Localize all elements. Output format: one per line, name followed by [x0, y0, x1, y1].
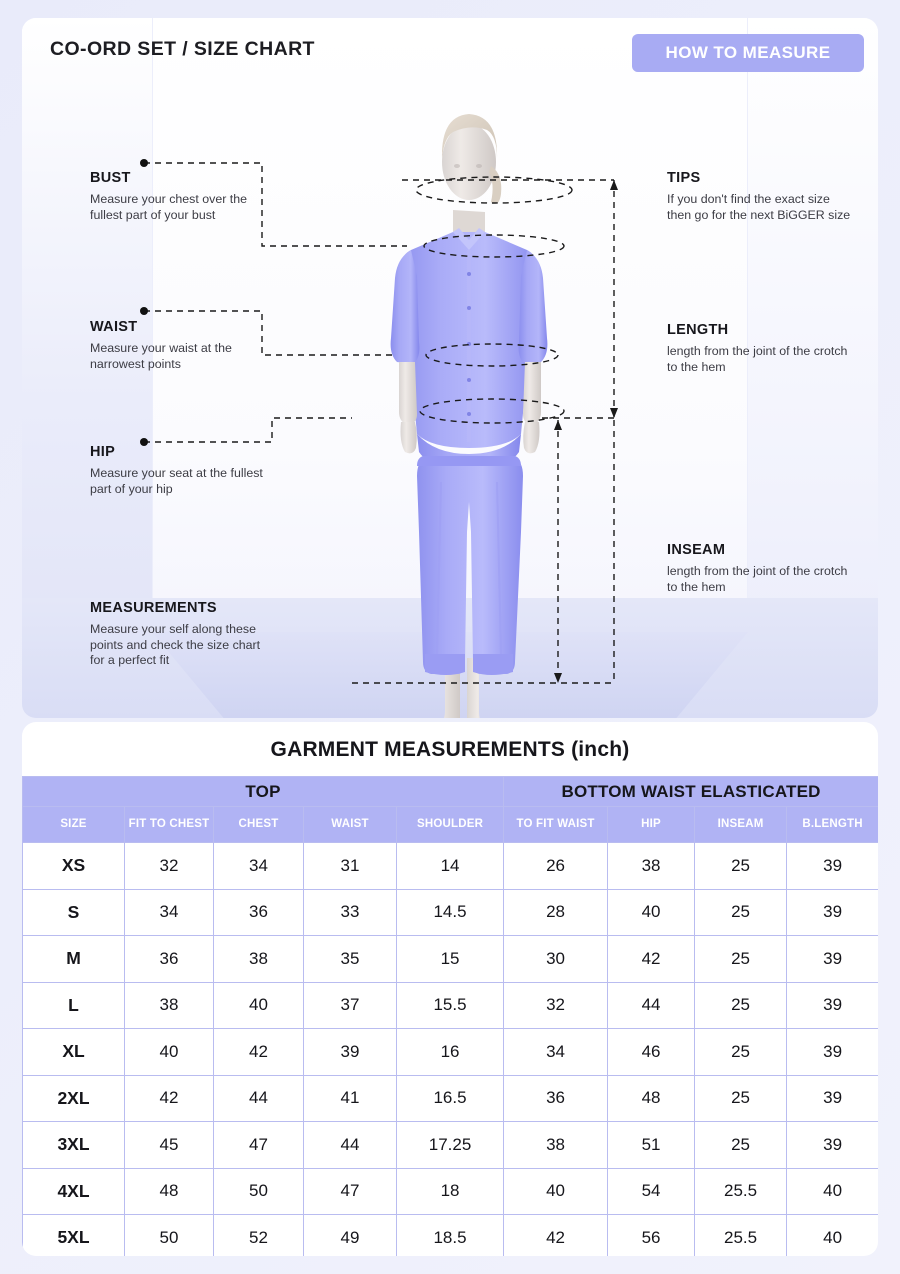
label-waist-text: Measure your waist at the narrowest points [90, 341, 232, 371]
cell-b-length: 39 [787, 889, 878, 936]
cell-waist: 47 [304, 1168, 397, 1215]
label-length [667, 322, 853, 375]
cell-chest: 52 [214, 1215, 304, 1257]
label-tips [667, 170, 853, 223]
page-title: CO-ORD SET / SIZE CHART [50, 38, 315, 60]
cell-size: L [23, 982, 125, 1029]
cell-to-fit-waist: 40 [504, 1168, 608, 1215]
cell-size: XS [23, 843, 125, 890]
column-header-to-fit-waist: TO FIT WAIST [504, 807, 608, 843]
column-header-size: SIZE [23, 807, 125, 843]
bust-anchor-dot [140, 159, 148, 167]
label-bust-text: Measure your chest over the fullest part of your bust [90, 192, 248, 222]
cell-chest: 42 [214, 1029, 304, 1076]
cell-b-length: 40 [787, 1168, 878, 1215]
cell-b-length: 39 [787, 1122, 878, 1169]
label-bust [90, 170, 268, 223]
cell-chest: 34 [214, 843, 304, 890]
cell-chest: 38 [214, 936, 304, 983]
cell-to-fit-waist: 34 [504, 1029, 608, 1076]
cell-shoulder: 18.5 [397, 1215, 504, 1257]
cell-waist: 41 [304, 1075, 397, 1122]
cell-to-fit-waist: 36 [504, 1075, 608, 1122]
cell-hip: 38 [608, 843, 695, 890]
cell-hip: 42 [608, 936, 695, 983]
group-header-bottom: BOTTOM WAIST ELASTICATED [504, 777, 878, 807]
table-row [23, 936, 879, 983]
label-waist-heading: WAIST [90, 319, 138, 335]
cell-b-length: 39 [787, 982, 878, 1029]
cell-chest: 40 [214, 982, 304, 1029]
column-header-hip: HIP [608, 807, 695, 843]
label-bust-heading: BUST [90, 170, 131, 186]
cell-to-fit-waist: 28 [504, 889, 608, 936]
cell-fit-to-chest: 34 [125, 889, 214, 936]
cell-waist: 33 [304, 889, 397, 936]
column-header-chest: CHEST [214, 807, 304, 843]
cell-to-fit-waist: 38 [504, 1122, 608, 1169]
cell-inseam: 25 [695, 982, 787, 1029]
cell-shoulder: 18 [397, 1168, 504, 1215]
cell-fit-to-chest: 48 [125, 1168, 214, 1215]
table-row [23, 1122, 879, 1169]
cell-fit-to-chest: 45 [125, 1122, 214, 1169]
cell-hip: 51 [608, 1122, 695, 1169]
group-header-top: TOP [23, 777, 504, 807]
cell-fit-to-chest: 40 [125, 1029, 214, 1076]
cell-inseam: 25.5 [695, 1215, 787, 1257]
cell-inseam: 25 [695, 936, 787, 983]
table-group-header-row [23, 777, 879, 807]
cell-fit-to-chest: 42 [125, 1075, 214, 1122]
cell-fit-to-chest: 32 [125, 843, 214, 890]
column-header-b-length: B.LENGTH [787, 807, 878, 843]
table-row [23, 843, 879, 890]
cell-chest: 36 [214, 889, 304, 936]
label-hip-heading: HIP [90, 444, 116, 460]
label-hip-text: Measure your seat at the fullest part of your hip [90, 466, 263, 496]
label-inseam-text: length from the joint of the crotch to the hem [667, 564, 848, 594]
cell-shoulder: 15.5 [397, 982, 504, 1029]
cell-shoulder: 15 [397, 936, 504, 983]
cell-fit-to-chest: 36 [125, 936, 214, 983]
label-waist [90, 319, 268, 372]
cell-b-length: 39 [787, 1075, 878, 1122]
cell-shoulder: 16.5 [397, 1075, 504, 1122]
label-measurements [90, 600, 268, 669]
label-measurements-text: Measure your self along these points and check the size chart for a perfect fit [90, 622, 261, 667]
cell-hip: 56 [608, 1215, 695, 1257]
table-row [23, 1168, 879, 1215]
cell-hip: 46 [608, 1029, 695, 1076]
cell-chest: 44 [214, 1075, 304, 1122]
table-title: GARMENT MEASUREMENTS (inch) [270, 738, 630, 761]
label-tips-text: If you don't find the exact size then go for the next BiGGER size [667, 192, 851, 222]
cell-inseam: 25 [695, 843, 787, 890]
table-row [23, 1029, 879, 1076]
label-hip [90, 444, 268, 497]
hip-anchor-dot [140, 438, 148, 446]
cell-size: 5XL [23, 1215, 125, 1257]
label-measurements-heading: MEASUREMENTS [90, 600, 217, 616]
table-column-header-row [23, 807, 879, 843]
waist-anchor-dot [140, 307, 148, 315]
cell-waist: 31 [304, 843, 397, 890]
cell-to-fit-waist: 30 [504, 936, 608, 983]
label-length-text: length from the joint of the crotch to the hem [667, 344, 848, 374]
cell-shoulder: 14 [397, 843, 504, 890]
label-inseam [667, 542, 853, 595]
cell-hip: 48 [608, 1075, 695, 1122]
cell-inseam: 25.5 [695, 1168, 787, 1215]
table-row [23, 1215, 879, 1257]
cell-waist: 39 [304, 1029, 397, 1076]
label-tips-heading: TIPS [667, 170, 701, 186]
cell-inseam: 25 [695, 1029, 787, 1076]
cell-size: M [23, 936, 125, 983]
cell-b-length: 40 [787, 1215, 878, 1257]
column-header-fit-to-chest: FIT TO CHEST [125, 807, 214, 843]
cell-shoulder: 16 [397, 1029, 504, 1076]
cell-to-fit-waist: 42 [504, 1215, 608, 1257]
cell-size: 3XL [23, 1122, 125, 1169]
garment-measurements-card [22, 722, 878, 1256]
cell-hip: 40 [608, 889, 695, 936]
label-inseam-heading: INSEAM [667, 542, 726, 558]
table-row [23, 889, 879, 936]
cell-hip: 44 [608, 982, 695, 1029]
cell-b-length: 39 [787, 1029, 878, 1076]
how-to-measure-button[interactable]: HOW TO MEASURE [632, 34, 864, 72]
cell-waist: 44 [304, 1122, 397, 1169]
column-header-waist: WAIST [304, 807, 397, 843]
cell-waist: 49 [304, 1215, 397, 1257]
cell-to-fit-waist: 32 [504, 982, 608, 1029]
column-header-inseam: INSEAM [695, 807, 787, 843]
cell-waist: 37 [304, 982, 397, 1029]
cell-size: XL [23, 1029, 125, 1076]
cell-size: 2XL [23, 1075, 125, 1122]
table-body [23, 843, 879, 1257]
cell-chest: 47 [214, 1122, 304, 1169]
table-row [23, 1075, 879, 1122]
cell-size: S [23, 889, 125, 936]
label-length-heading: LENGTH [667, 322, 729, 338]
cell-waist: 35 [304, 936, 397, 983]
measurements-table [22, 776, 878, 1256]
cell-to-fit-waist: 26 [504, 843, 608, 890]
cell-fit-to-chest: 50 [125, 1215, 214, 1257]
cell-inseam: 25 [695, 1122, 787, 1169]
cell-shoulder: 14.5 [397, 889, 504, 936]
table-row [23, 982, 879, 1029]
cell-shoulder: 17.25 [397, 1122, 504, 1169]
cell-b-length: 39 [787, 843, 878, 890]
cell-size: 4XL [23, 1168, 125, 1215]
cell-inseam: 25 [695, 889, 787, 936]
cell-fit-to-chest: 38 [125, 982, 214, 1029]
cell-hip: 54 [608, 1168, 695, 1215]
how-to-measure-card [22, 18, 878, 718]
cell-inseam: 25 [695, 1075, 787, 1122]
cell-b-length: 39 [787, 936, 878, 983]
column-header-shoulder: SHOULDER [397, 807, 504, 843]
table-head [23, 777, 879, 843]
cell-chest: 50 [214, 1168, 304, 1215]
